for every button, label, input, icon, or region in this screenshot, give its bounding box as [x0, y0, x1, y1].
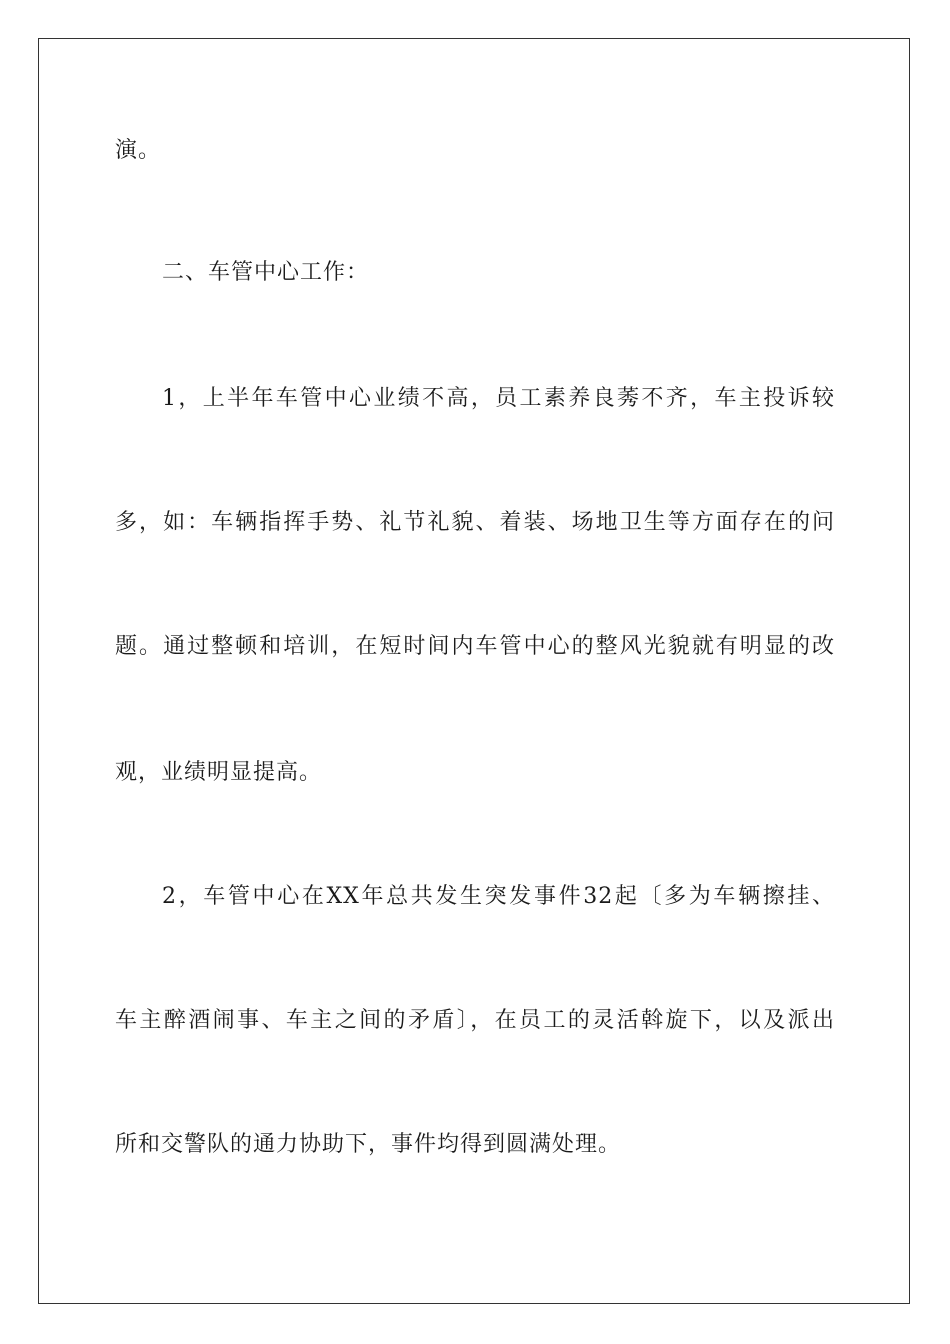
- paragraph-1-line-4: 观，业绩明显提高。: [115, 760, 323, 785]
- paragraph-2-line-3: 所和交警队的通力协助下，事件均得到圆满处理。: [115, 1132, 622, 1157]
- page-frame: [38, 38, 910, 1304]
- section-heading: 二、车管中心工作：: [162, 260, 370, 285]
- paragraph-1-line-1: 1，上半年车管中心业绩不高，员工素养良莠不齐，车主投诉较: [162, 386, 835, 411]
- text-line-continuation: 演。: [115, 138, 162, 163]
- paragraph-2-line-2: 车主醉酒闹事、车主之间的矛盾〕，在员工的灵活斡旋下，以及派出: [115, 1008, 835, 1033]
- paragraph-2-line-1: 2，车管中心在XX年总共发生突发事件32起〔多为车辆擦挂、: [162, 884, 835, 909]
- paragraph-1-line-3: 题。通过整顿和培训，在短时间内车管中心的整风光貌就有明显的改: [115, 634, 835, 659]
- paragraph-1-line-2: 多，如：车辆指挥手势、礼节礼貌、着装、场地卫生等方面存在的问: [115, 510, 835, 535]
